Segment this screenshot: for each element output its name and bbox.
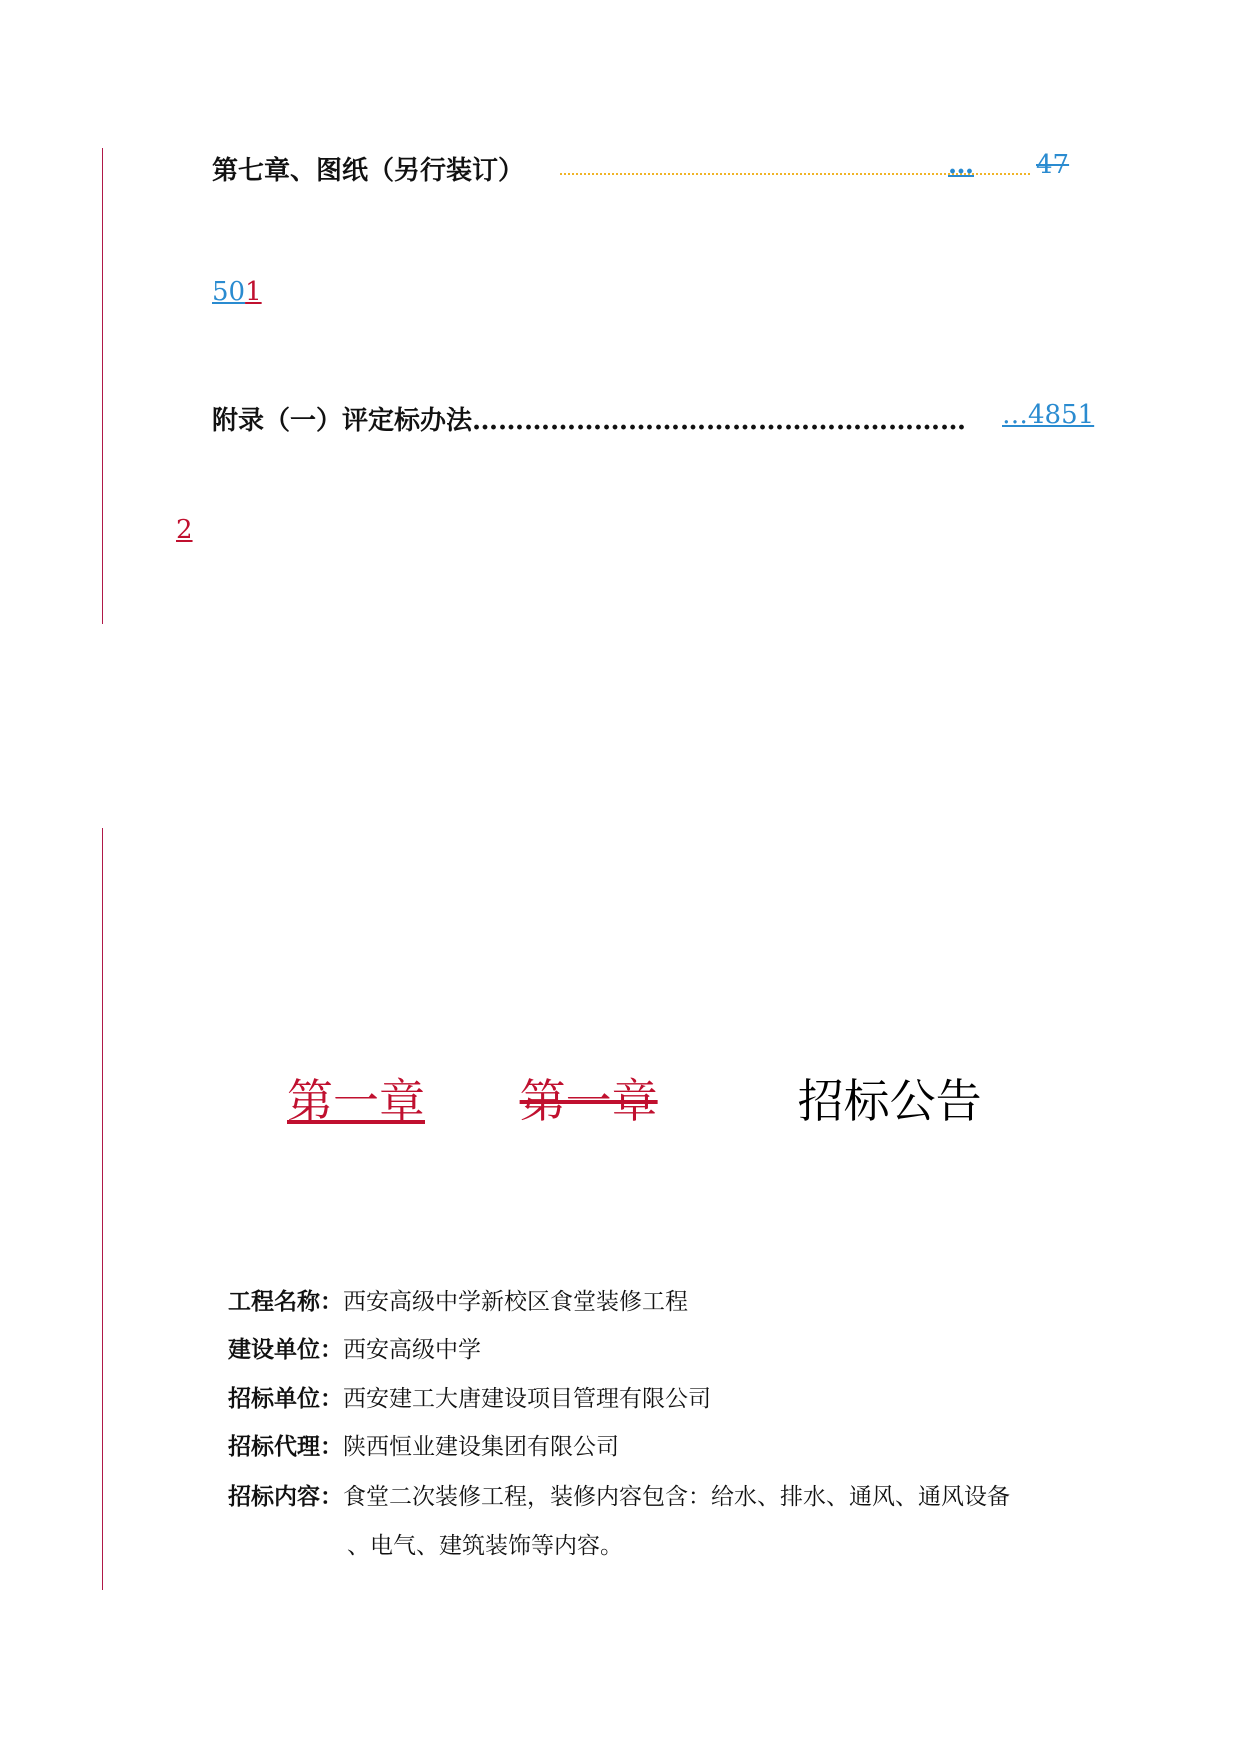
toc-chapter7-page-cont (212, 277, 262, 307)
info-value: 陕西恒业建设集团有限公司 (343, 1434, 619, 1460)
info-value: 西安高级中学 (343, 1337, 481, 1363)
info-value-continuation: 、电气、建筑装饰等内容。 (347, 1533, 623, 1559)
info-row-content (228, 1478, 1010, 1511)
toc-entry-appendix[interactable] (212, 400, 966, 437)
info-label: 建设单位： (228, 1337, 343, 1363)
info-row-agent (228, 1428, 619, 1461)
toc-appendix-page: …4851 (1002, 400, 1095, 430)
info-label: 招标代理： (228, 1434, 343, 1460)
toc-page-ins-red: 1 (245, 277, 262, 307)
toc-chapter7-page: 47 (1036, 150, 1070, 180)
heading-deleted-chapter: 第一章 (519, 1074, 658, 1128)
toc-appendix-dots: ………………………………………………… (472, 406, 967, 436)
chapter-heading (287, 1065, 982, 1131)
change-bar-top (102, 148, 103, 624)
heading-inserted-chapter: 第一章 (287, 1074, 425, 1128)
info-value: 西安高级中学新校区食堂装修工程 (343, 1289, 688, 1315)
info-label: 招标单位： (228, 1386, 343, 1412)
toc-chapter7-dots-ins: … (948, 150, 974, 180)
toc-appendix-page-red: 2 (176, 515, 193, 545)
toc-chapter7-title: 第七章、图纸（另行装订） (212, 156, 525, 186)
info-row-tenderer (228, 1380, 711, 1413)
info-row-project-name (228, 1283, 688, 1316)
info-row-content-continuation (347, 1527, 623, 1560)
info-label: 招标内容： (228, 1484, 343, 1510)
toc-page-ins-blue: 50 (212, 277, 246, 307)
heading-title: 招标公告 (797, 1074, 982, 1128)
toc-entry-chapter7[interactable] (212, 150, 524, 187)
info-row-owner (228, 1331, 481, 1364)
info-value: 食堂二次装修工程，装修内容包含：给水、排水、通风、通风设备 (343, 1484, 1010, 1510)
info-label: 工程名称： (228, 1289, 343, 1315)
info-value: 西安建工大唐建设项目管理有限公司 (343, 1386, 711, 1412)
change-bar-bottom (102, 828, 103, 1590)
toc-appendix-title: 附录（一）评定标办法 (212, 406, 473, 436)
